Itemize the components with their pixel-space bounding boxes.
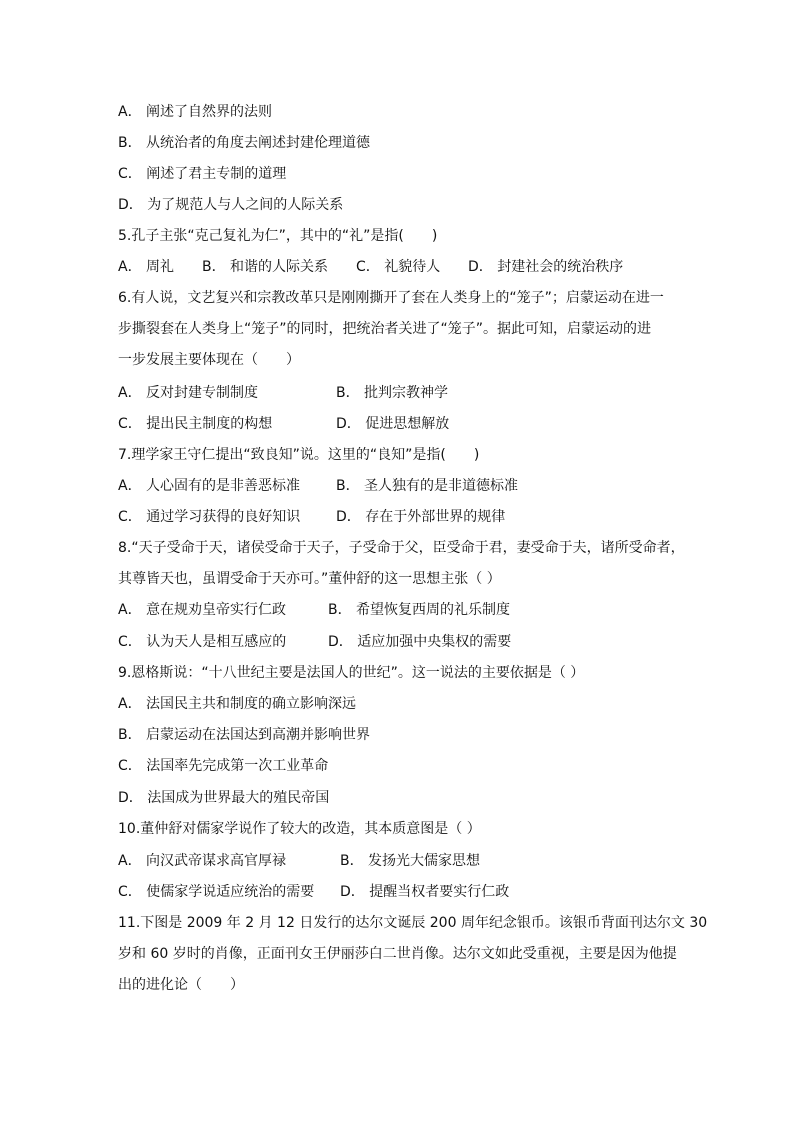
q5-option-b: B． 和谐的人际关系 bbox=[202, 259, 329, 275]
q7-options-row-1 bbox=[118, 476, 678, 496]
q11-stem-line-1: 11.下图是 2009 年 2 月 12 日发行的达尔文诞辰 200 周年纪念银币。该银币背面刊达尔文 30 bbox=[118, 915, 708, 931]
q10-stem: 10.董仲舒对儒家学说作了较大的改造，其本质意图是（ ） bbox=[118, 821, 481, 837]
q9-option-a: A． 法国民主共和制度的确立影响深远 bbox=[118, 696, 357, 712]
q9-option-c: C． 法国率先完成第一次工业革命 bbox=[118, 758, 329, 774]
q11-stem-line-2: 岁和 60 岁时的肖像，正面刊女王伊丽莎白二世肖像。达尔文如此受重视，主要是因为他提 bbox=[118, 946, 677, 962]
q8-options-row-2 bbox=[118, 632, 678, 652]
q6-options-row-2 bbox=[118, 414, 678, 434]
q10-options-row-2 bbox=[118, 882, 678, 902]
q4-option-b: B． 从统治者的角度去阐述封建伦理道德 bbox=[118, 135, 371, 151]
q6-option-a: A． 反对封建专制制度 bbox=[118, 385, 259, 401]
q6-stem-line-3: 一步发展主要体现在（ ） bbox=[118, 352, 300, 368]
q10-option-c: C． 使儒家学说适应统治的需要 bbox=[118, 884, 315, 900]
q7-option-a: A． 人心固有的是非善恶标准 bbox=[118, 478, 301, 494]
q4-option-c: C． 阐述了君主专制的道理 bbox=[118, 166, 287, 182]
q7-option-c: C． 通过学习获得的良好知识 bbox=[118, 509, 301, 525]
q8-option-b: B． 希望恢复西周的礼乐制度 bbox=[328, 602, 511, 618]
q4-option-d: D． 为了规范人与人之间的人际关系 bbox=[118, 197, 344, 213]
q5-option-d: D． 封建社会的统治秩序 bbox=[468, 259, 624, 275]
q8-stem-line-1: 8.“天子受命于天，诸侯受命于天子，子受命于父，臣受命于君，妻受命于夫，诸所受命者， bbox=[118, 540, 685, 556]
q8-options-row-1 bbox=[118, 600, 678, 620]
q4-option-a: A． 阐述了自然界的法则 bbox=[118, 104, 273, 120]
q6-option-d: D． 促进思想解放 bbox=[336, 416, 450, 432]
q7-options-row-2 bbox=[118, 507, 678, 527]
q8-option-c: C． 认为天人是相互感应的 bbox=[118, 634, 287, 650]
q9-stem: 9.恩格斯说：“十八世纪主要是法国人的世纪”。这一说法的主要依据是（ ） bbox=[118, 665, 585, 681]
q9-option-d: D． 法国成为世界最大的殖民帝国 bbox=[118, 790, 330, 806]
q6-option-b: B． 批判宗教神学 bbox=[336, 385, 449, 401]
q8-stem-line-2: 其尊皆天也，虽谓受命于天亦可。”董仲舒的这一思想主张（ ） bbox=[118, 571, 501, 587]
q6-option-c: C． 提出民主制度的构想 bbox=[118, 416, 273, 432]
q7-option-b: B． 圣人独有的是非道德标准 bbox=[336, 478, 519, 494]
q9-option-b: B． 启蒙运动在法国达到高潮并影响世界 bbox=[118, 727, 371, 743]
q10-option-d: D． 提醒当权者要实行仁政 bbox=[340, 884, 510, 900]
q5-stem: 5.孔子主张“克己复礼为仁”，其中的“礼”是指( ) bbox=[118, 228, 438, 244]
q7-stem: 7.理学家王守仁提出“致良知”说。这里的“良知”是指( ) bbox=[118, 447, 480, 463]
q5-options-row bbox=[118, 257, 678, 277]
q10-options-row-1 bbox=[118, 851, 678, 871]
q6-stem-line-1: 6.有人说，文艺复兴和宗教改革只是刚刚撕开了套在人类身上的“笼子”；启蒙运动在进一 bbox=[118, 290, 664, 306]
q6-options-row-1 bbox=[118, 383, 678, 403]
q10-option-a: A． 向汉武帝谋求高官厚禄 bbox=[118, 853, 287, 869]
q10-option-b: B． 发扬光大儒家思想 bbox=[340, 853, 481, 869]
q6-stem-line-2: 步撕裂套在人类身上“笼子”的同时，把统治者关进了“笼子”。据此可知，启蒙运动的进 bbox=[118, 321, 652, 337]
q11-stem-line-3: 出的进化论（ ） bbox=[118, 977, 244, 993]
q8-option-a: A． 意在规劝皇帝实行仁政 bbox=[118, 602, 287, 618]
q5-option-c: C． 礼貌待人 bbox=[356, 259, 441, 275]
q8-option-d: D． 适应加强中央集权的需要 bbox=[328, 634, 512, 650]
q7-option-d: D． 存在于外部世界的规律 bbox=[336, 509, 506, 525]
q5-option-a: A． 周礼 bbox=[118, 259, 175, 275]
